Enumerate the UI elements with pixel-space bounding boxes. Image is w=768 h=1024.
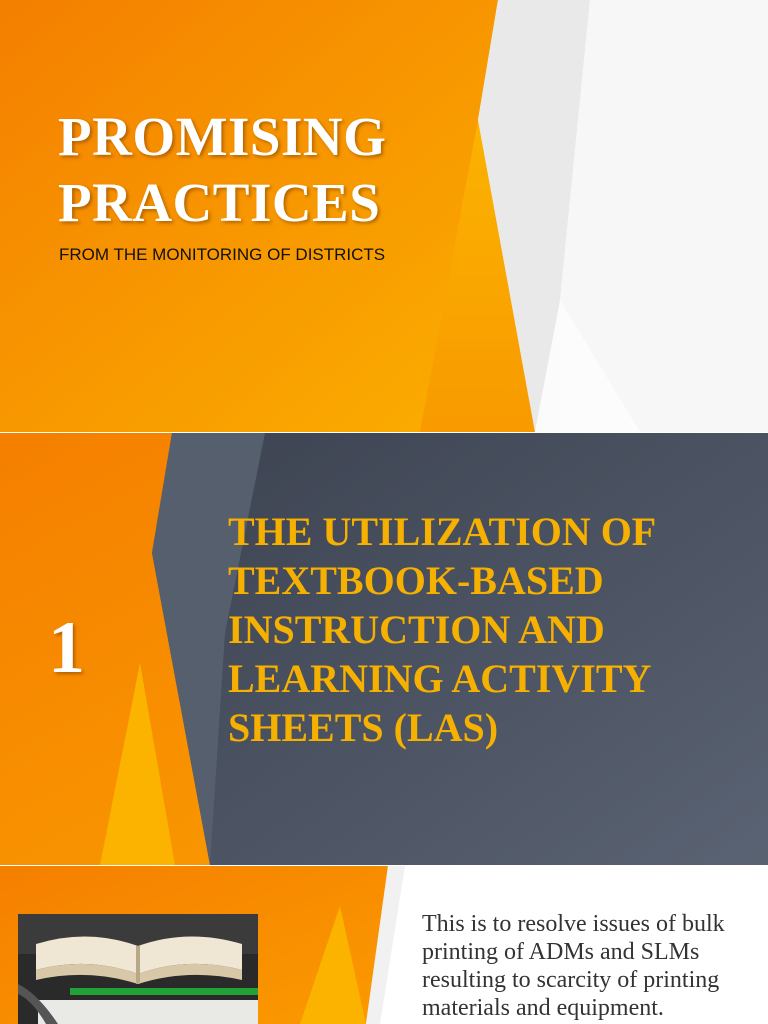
body-line-2: printing of ADMs and SLMs [422,939,700,965]
slide-subtitle: FROM THE MONITORING OF DISTRICTS [59,245,386,264]
title-line-1: PROMISING [58,106,387,167]
heading-line-1: THE UTILIZATION OF [228,509,657,554]
book-photo [18,914,258,1024]
slide-practice-1 [0,433,768,865]
title-line-2: PRACTICES [58,172,381,233]
heading-line-2: TEXTBOOK-BASED [228,558,604,603]
slide-title [0,0,768,432]
slide-practice-detail [0,866,768,1024]
heading-line-3: INSTRUCTION AND [228,607,605,652]
body-line-4: materials and equipment. [422,995,664,1021]
heading-line-5: SHEETS (LAS) [228,705,499,750]
body-line-1: This is to resolve issues of bulk [422,911,725,937]
practice-heading [228,507,748,752]
heading-line-4: LEARNING ACTIVITY [228,656,652,701]
practice-description [422,910,762,1022]
practice-number: 1 [48,607,85,689]
body-line-3: resulting to scarcity of printing [422,967,720,993]
slide-title-text [58,104,386,236]
